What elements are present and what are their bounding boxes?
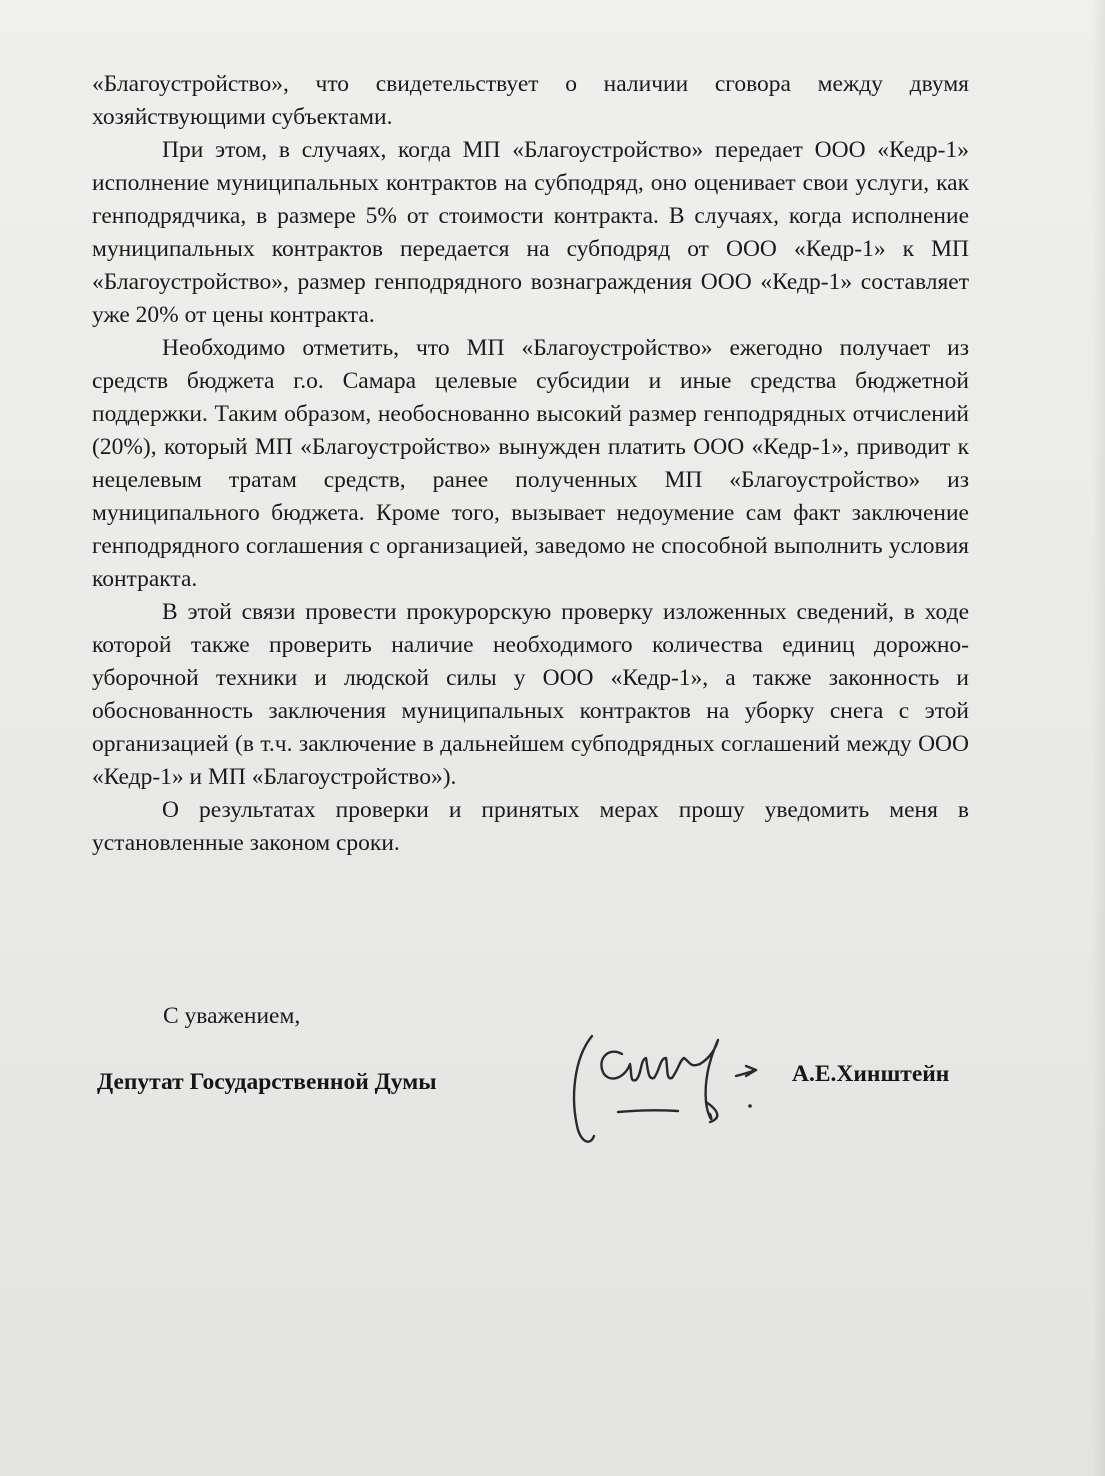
paragraph-1: «Благоустройство», что свидетельствует о наличии сговора между двумя хозяйствующими субъектами. (92, 71, 969, 130)
signer-name: А.Е.Хинштейн (792, 1061, 950, 1087)
paragraph-2: При этом, в случаях, когда МП «Благоустройство» передает ООО «Кедр-1» исполнение муниципальных контрактов на субподряд, оно оценивает свои услуги, как генподрядчика, в размере 5% от стоимости контракта. В случаях, когда исполнение муниципальных контрактов передается на субподряд от ООО «Кедр-1» к МП «Благоустройство», размер генподрядного вознаграждения ООО «Кедр-1» составляет уже 20% от цены контракта. (92, 137, 969, 328)
paragraph-5: О результатах проверки и принятых мерах прошу уведомить меня в установленные законом сроки. (92, 797, 969, 856)
signer-position: Депутат Государственной Думы (97, 1069, 437, 1095)
letter-body (92, 68, 969, 860)
paragraph-3: Необходимо отметить, что МП «Благоустройство» ежегодно получает из средств бюджета г.о. Самара целевые субсидии и иные средства бюджетной поддержки. Таким образом, необоснованно высокий размер генподрядных отчислений (20%), который МП «Благоустройство» вынужден платить ООО «Кедр-1», приводит к нецелевым тратам средств, ранее полученных МП «Благоустройство» из муниципального бюджета. Кроме того, вызывает недоумение сам факт заключение генподрядного соглашения с организацией, заведомо не способной выполнить условия контракта. (92, 335, 969, 592)
closing-salutation: С уважением, (163, 1003, 301, 1029)
handwritten-signature (560, 1018, 790, 1158)
paragraph-4: В этой связи провести прокурорскую проверку изложенных сведений, в ходе которой также проверить наличие необходимого количества единиц дорожно-уборочной техники и людской силы у ООО «Кедр-1», а также законность и обоснованность заключения муниципальных контрактов на уборку снега с этой организацией (в т.ч. заключение в дальнейшем субподрядных соглашений между ООО «Кедр-1» и МП «Благоустройство»). (92, 599, 969, 790)
